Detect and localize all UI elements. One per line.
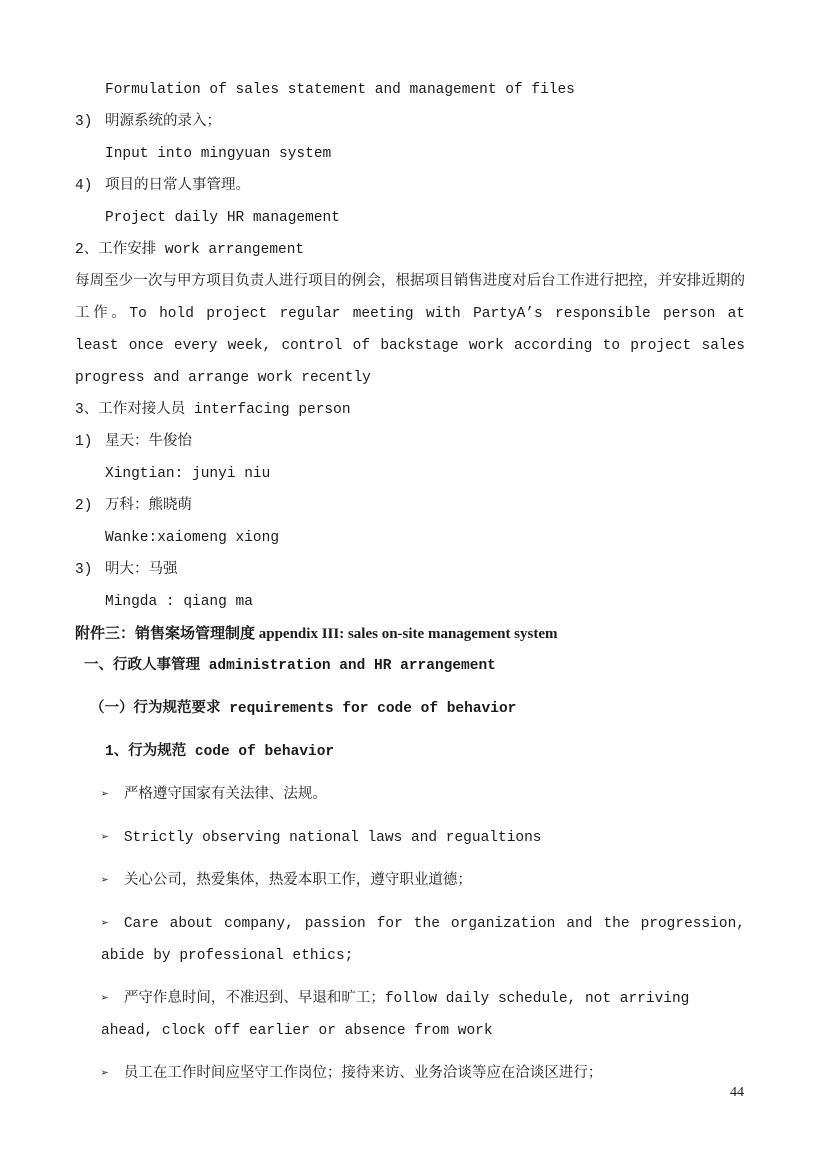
list-number-marker: 4) [75, 178, 93, 194]
paragraph-text: 万科：熊晓萌 [105, 498, 192, 514]
paragraph-text: 明源系统的录入； [105, 114, 221, 130]
bullet-arrow-icon: ➢ [101, 787, 109, 802]
bullet-item [75, 865, 745, 897]
list-number-marker: 3) [75, 562, 93, 578]
paragraph-text: Care about company, passion for the organization and the progression, abide by professional ethics; [101, 916, 745, 964]
numbered-item [75, 554, 745, 586]
numbered-item [75, 106, 745, 138]
paragraph-text: 严格遵守国家有关法律、法规。 [123, 787, 327, 803]
paragraph-text: 3、工作对接人员 interfacing person [75, 402, 351, 418]
paragraph [75, 394, 745, 426]
bullet-arrow-icon: ➢ [101, 991, 109, 1006]
paragraph-text: Input into mingyuan system [105, 146, 332, 162]
list-number-marker: 3) [75, 114, 93, 130]
paragraph-text: 关心公司，热爱集体，热爱本职工作，遵守职业道德； [123, 873, 472, 889]
paragraph-text: Formulation of sales statement and management of files [105, 82, 575, 98]
bullet-item [75, 822, 745, 854]
paragraph-text: 1、行为规范 code of behavior [105, 744, 335, 760]
heading [75, 618, 745, 650]
document-body [75, 74, 745, 1090]
paragraph [105, 586, 745, 618]
paragraph [105, 74, 745, 106]
bullet-item [75, 1058, 745, 1090]
heading [105, 736, 745, 768]
numbered-item [75, 490, 745, 522]
paragraph-text: Mingda : qiang ma [105, 594, 253, 610]
list-number-marker: 2) [75, 498, 93, 514]
bullet-item [75, 908, 745, 972]
paragraph-text: 一、行政人事管理 administration and HR arrangement [84, 658, 496, 674]
bullet-item [75, 983, 745, 1047]
heading [90, 693, 745, 725]
paragraph [105, 202, 745, 234]
bullet-arrow-icon: ➢ [101, 830, 109, 845]
paragraph-text: 每周至少一次与甲方项目负责人进行项目的例会，根据项目销售进度对后台工作进行把控，并安排近期的工作。To hold project regular meeting with PartyA’s responsible person at least once every week, control of backstage work according to project sales progress and arrange work recently [75, 274, 745, 386]
paragraph [105, 522, 745, 554]
paragraph-text: 星天：牛俊怡 [105, 434, 192, 450]
bullet-item [75, 779, 745, 811]
paragraph-text: （一）行为规范要求 requirements for code of behavior [90, 701, 517, 717]
paragraph [105, 138, 745, 170]
paragraph-text: 2、工作安排 work arrangement [75, 242, 305, 258]
paragraph-text: 项目的日常人事管理。 [105, 178, 250, 194]
paragraph-text: 明大：马强 [105, 562, 178, 578]
paragraph-text: 员工在工作时间应坚守工作岗位；接待来访、业务洽谈等应在洽谈区进行； [123, 1066, 603, 1082]
bullet-arrow-icon: ➢ [101, 873, 109, 888]
paragraph-text: Wanke:xaiomeng xiong [105, 530, 280, 546]
paragraph-text: 附件三：销售案场管理制度 appendix III: sales on-site management system [75, 626, 558, 642]
paragraph [75, 266, 745, 394]
paragraph [105, 458, 745, 490]
paragraph-text: 严守作息时间，不准迟到、早退和旷工；follow daily schedule, not arriving ahead, clock off earlier or absence from work [101, 991, 690, 1039]
paragraph-text: Xingtian: junyi niu [105, 466, 271, 482]
paragraph [75, 234, 745, 266]
paragraph-text: Project daily HR management [105, 210, 340, 226]
heading [84, 650, 745, 682]
bullet-arrow-icon: ➢ [101, 1066, 109, 1081]
paragraph-text: Strictly observing national laws and regualtions [123, 830, 542, 846]
numbered-item [75, 170, 745, 202]
numbered-item [75, 426, 745, 458]
bullet-arrow-icon: ➢ [101, 916, 109, 931]
page-number: 44 [730, 1085, 744, 1100]
list-number-marker: 1) [75, 434, 93, 450]
